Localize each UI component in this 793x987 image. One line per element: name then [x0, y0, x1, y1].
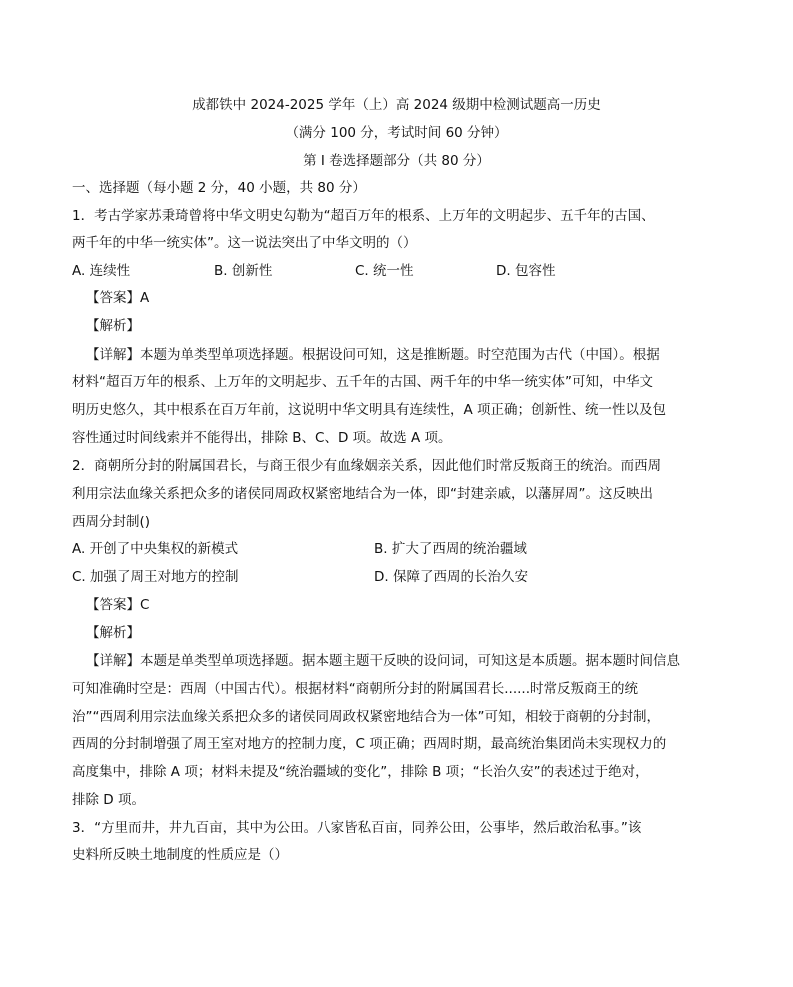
q1-detail-line-2: 材料“超百万年的根系、上万年的文明起步、五千年的古国、两千年的中华一统实体”可知，中华文	[72, 374, 653, 390]
q2-detail-line-1: 【详解】本题是单类型单项选择题。据本题主题干反映的设问词，可知这是本质题。据本题时间信息	[86, 653, 680, 669]
q1-detail-line-3: 明历史悠久，其中根系在百万年前，这说明中华文明具有连续性，A 项正确；创新性、统一性以及包	[72, 402, 667, 418]
q2-detail-line-4: 西周的分封制增强了周王室对地方的控制力度，C 项正确；西周时期，最高统治集团尚未实现权力的	[72, 736, 667, 752]
q1-option-b: B. 创新性	[214, 263, 273, 279]
q2-detail-line-6: 排除 D 项。	[72, 792, 145, 808]
q2-option-d: D. 保障了西周的长治久安	[374, 569, 528, 585]
q1-option-c: C. 统一性	[355, 263, 414, 279]
q1-option-d: D. 包容性	[496, 263, 556, 279]
q1-detail-line-1: 【详解】本题为单类型单项选择题。根据设问可知，这是推断题。时空范围为古代（中国）。根据	[86, 347, 660, 363]
q2-detail-line-5: 高度集中，排除 A 项；材料未提及“统治疆域的变化”，排除 B 项；“长治久安”的表述过于绝对，	[72, 764, 649, 780]
q2-option-a: A. 开创了中央集权的新模式	[72, 541, 239, 557]
q2-detail-line-2: 可知准确时空是：西周（中国古代）。根据材料“商朝所分封的附属国君长......时常反叛商王的统	[72, 681, 638, 697]
q1-analysis-label: 【解析】	[86, 318, 140, 334]
q2-detail-line-3: 治”“西周利用宗法血缘关系把众多的诸侯同周政权紧密地结合为一体”可知，相较于商朝的分封制，	[72, 709, 660, 725]
exam-subtitle: （满分 100 分，考试时间 60 分钟）	[285, 125, 508, 141]
q1-detail-line-4: 容性通过时间线索并不能得出，排除 B、C、D 项。故选 A 项。	[72, 430, 452, 446]
exam-title: 成都铁中 2024-2025 学年（上）高 2024 级期中检测试题高一历史	[192, 97, 601, 113]
q1-stem-line-2: 两千年的中华一统实体”。这一说法突出了中华文明的（）	[72, 235, 417, 251]
q1-stem-line-1: 1．考古学家苏秉琦曾将中华文明史勾勒为“超百万年的根系、上万年的文明起步、五千年的古国、	[72, 208, 655, 224]
q2-stem-line-1: 2．商朝所分封的附属国君长，与商王很少有血缘姻亲关系，因此他们时常反叛商王的统治。而西周	[72, 458, 662, 474]
q2-answer: 【答案】C	[86, 597, 150, 613]
q2-option-c: C. 加强了周王对地方的控制	[72, 569, 239, 585]
q2-stem-line-2: 利用宗法血缘关系把众多的诸侯同周政权紧密地结合为一体，即“封建亲戚，以藩屏周”。这反映出	[72, 486, 653, 502]
q3-stem-line-1: 3．“方里而井，井九百亩，其中为公田。八家皆私百亩，同养公田，公事毕，然后敢治私事。”该	[72, 820, 642, 836]
q1-answer: 【答案】A	[86, 290, 150, 306]
part-heading: 第 I 卷选择题部分（共 80 分）	[303, 153, 490, 169]
q1-option-a: A. 连续性	[72, 263, 131, 279]
q2-option-b: B. 扩大了西周的统治疆域	[374, 541, 527, 557]
q3-stem-line-2: 史料所反映土地制度的性质应是（）	[72, 847, 288, 863]
q2-analysis-label: 【解析】	[86, 625, 140, 641]
section-heading: 一、选择题（每小题 2 分，40 小题，共 80 分）	[72, 180, 366, 196]
q2-stem-line-3: 西周分封制()	[72, 514, 151, 530]
